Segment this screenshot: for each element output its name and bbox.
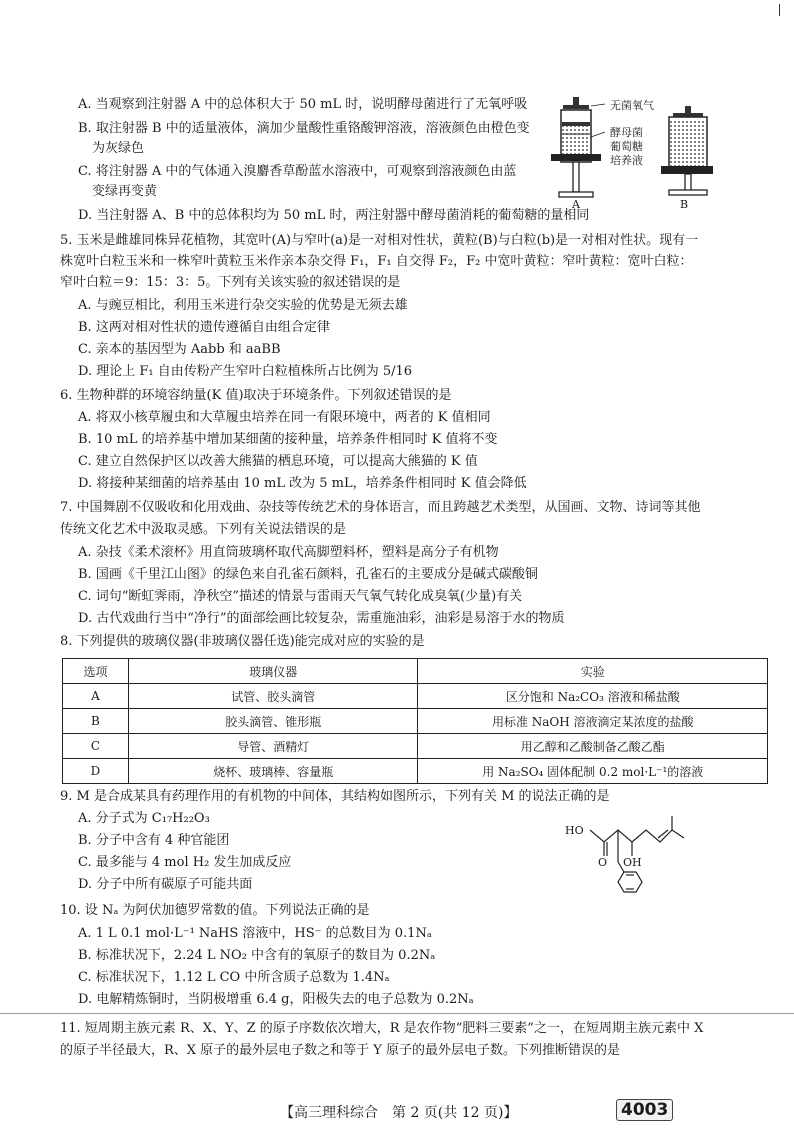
- q11-stem-1: 11. 短周期主族元素 R、X、Y、Z 的原子序数依次增大，R 是农作物“肥料三要素”之一，在短周期主族元素中 X: [60, 1021, 704, 1036]
- q9-stem: 9. M 是合成某具有药理作用的有机物的中间体，其结构如图所示，下列有关 M 的说法正确的是: [60, 789, 610, 804]
- q8-table: [62, 658, 768, 784]
- table-header-row: [63, 659, 768, 684]
- edge-mark: [779, 4, 780, 16]
- q5-option-a: A. 与豌豆相比，利用玉米进行杂交实验的优势是无须去雄: [78, 298, 408, 313]
- liquid-label-1: 酵母菌: [610, 126, 643, 139]
- page-fold-line: [0, 1013, 794, 1014]
- q6-option-a: A. 将双小核草履虫和大草履虫培养在同一有限环境中，两者的 K 值相同: [78, 410, 491, 425]
- table-row: [63, 709, 768, 734]
- syringe-a: [551, 97, 601, 197]
- q7-stem-2: 传统文化艺术中汲取灵感。下列有关说法错误的是: [60, 522, 347, 537]
- row-experiment: 用 Na₂SO₄ 固体配制 0.2 mol·L⁻¹的溶液: [418, 759, 768, 784]
- q7-option-a: A. 杂技《柔术滚杯》用直筒玻璃杯取代高脚塑料杯，塑料是高分子有机物: [78, 545, 499, 560]
- row-experiment: 用标准 NaOH 溶液滴定某浓度的盐酸: [418, 709, 768, 734]
- q10-option-d: D. 电解精炼铜时，当阴极增重 6.4 g，阳极失去的电子总数为 0.2Nₐ: [78, 992, 474, 1007]
- q6-stem: 6. 生物种群的环境容纳量(K 值)取决于环境条件。下列叙述错误的是: [60, 388, 452, 403]
- table-row: [63, 734, 768, 759]
- q9-option-b: B. 分子中含有 4 种官能团: [78, 833, 230, 848]
- header-option: 选项: [63, 659, 129, 684]
- liquid-label-3: 培养液: [610, 154, 643, 167]
- struct-label-ho: HO: [565, 824, 584, 837]
- q10-option-a: A. 1 L 0.1 mol·L⁻¹ NaHS 溶液中，HS⁻ 的总数目为 0.1Nₐ: [78, 926, 432, 941]
- q10-option-c: C. 标准状况下，1.12 L CO 中所含质子总数为 1.4Nₐ: [78, 970, 390, 985]
- row-glassware: 烧杯、玻璃棒、容量瓶: [128, 759, 418, 784]
- syringe-a-label: A: [572, 198, 580, 211]
- q9-option-d: D. 分子中所有碳原子可能共面: [78, 877, 253, 892]
- q5-stem-3: 窄叶白粒＝9：15：3：5。下列有关该实验的叙述错误的是: [60, 275, 401, 290]
- row-experiment: 用乙醇和乙酸制备乙酸乙酯: [418, 734, 768, 759]
- row-label: C: [63, 734, 129, 759]
- exam-code: 4003: [616, 1099, 673, 1121]
- q5-option-c: C. 亲本的基因型为 Aabb 和 aaBB: [78, 342, 281, 357]
- table-row: [63, 759, 768, 784]
- q5-option-b: B. 这两对相对性状的遗传遵循自由组合定律: [78, 320, 330, 335]
- gas-label: 无菌氧气: [610, 99, 654, 112]
- q4-option-c-cont: 变绿再变黄: [92, 184, 158, 199]
- struct-label-oh: OH: [623, 856, 642, 869]
- q6-option-c: C. 建立自然保护区以改善大熊猫的栖息环境，可以提高大熊猫的 K 值: [78, 454, 478, 469]
- table-row: [63, 684, 768, 709]
- q4-option-b: B. 取注射器 B 中的适量液体，滴加少量酸性重铬酸钾溶液，溶液颜色由橙色变: [78, 121, 530, 136]
- struct-label-o: O: [598, 856, 608, 869]
- q10-option-b: B. 标准状况下，2.24 L NO₂ 中含有的氧原子的数目为 0.2Nₐ: [78, 948, 436, 963]
- row-experiment: 区分饱和 Na₂CO₃ 溶液和稀盐酸: [418, 684, 768, 709]
- q6-option-b: B. 10 mL 的培养基中增加某细菌的接种量，培养条件相同时 K 值将不变: [78, 432, 498, 447]
- row-label: A: [63, 684, 129, 709]
- liquid-label-2: 葡萄糖: [610, 140, 643, 153]
- q7-stem-1: 7. 中国舞剧不仅吸收和化用戏曲、杂技等传统艺术的身体语言，而且跨越艺术类型，从国画、文物、诗词等其他: [60, 500, 701, 515]
- syringe-b: [661, 106, 713, 195]
- page-footer: [0, 1099, 794, 1123]
- q5-option-d: D. 理论上 F₁ 自由传粉产生窄叶白粒植株所占比例为 5/16: [78, 364, 413, 379]
- row-glassware: 导管、酒精灯: [128, 734, 418, 759]
- q7-option-b: B. 国画《千里江山图》的绿色来自孔雀石颜料，孔雀石的主要成分是碱式碳酸铜: [78, 567, 538, 582]
- row-label: B: [63, 709, 129, 734]
- q7-option-c: C. 词句“断虹霁雨，净秋空”描述的情景与雷雨天气氧气转化成臭氧(少量)有关: [78, 589, 523, 604]
- row-label: D: [63, 759, 129, 784]
- q7-option-d: D. 古代戏曲行当中“净行”的面部绘画比较复杂，需重施油彩，油彩是易溶于水的物质: [78, 611, 565, 626]
- header-glassware: 玻璃仪器: [128, 659, 418, 684]
- row-glassware: 胶头滴管、锥形瓶: [128, 709, 418, 734]
- q8-stem: 8. 下列提供的玻璃仪器(非玻璃仪器任选)能完成对应的实验的是: [60, 634, 425, 649]
- q4-option-a: A. 当观察到注射器 A 中的总体积大于 50 mL 时，说明酵母菌进行了无氧呼吸: [78, 97, 528, 112]
- q6-option-d: D. 将接种某细菌的培养基由 10 mL 改为 5 mL，培养条件相同时 K 值会降低: [78, 476, 527, 491]
- q4-option-d: D. 当注射器 A、B 中的总体积均为 50 mL 时，两注射器中酵母菌消耗的葡萄糖的量相同: [78, 208, 590, 223]
- q5-stem-1: 5. 玉米是雌雄同株异花植物，其宽叶(A)与窄叶(a)是一对相对性状，黄粒(B)与白粒(b)是一对相对性状。现有一: [60, 233, 699, 248]
- q9-option-a: A. 分子式为 C₁₇H₂₂O₃: [78, 811, 210, 826]
- q4-option-b-cont: 为灰绿色: [92, 141, 145, 156]
- q5-stem-2: 株宽叶白粒玉米和一株窄叶黄粒玉米作亲本杂交得 F₁，F₁ 自交得 F₂，F₂ 中宽叶黄粒：窄叶黄粒：宽叶白粒：: [60, 254, 693, 269]
- q11-stem-2: 的原子半径最大，R、X 原子的最外层电子数之和等于 Y 原子的最外层电子数。下列推断错误的是: [60, 1043, 621, 1058]
- syringe-b-label: B: [680, 198, 689, 211]
- header-experiment: 实验: [418, 659, 768, 684]
- q4-option-c: C. 将注射器 A 中的气体通入溴麝香草酚蓝水溶液中，可观察到溶液颜色由蓝: [78, 164, 517, 179]
- row-glassware: 试管、胶头滴管: [128, 684, 418, 709]
- footer-title: 【高三理科综合 第 2 页(共 12 页)】: [280, 1105, 518, 1121]
- q10-stem: 10. 设 Nₐ 为阿伏加德罗常数的值。下列说法正确的是: [60, 903, 370, 918]
- q9-option-c: C. 最多能与 4 mol H₂ 发生加成反应: [78, 855, 292, 870]
